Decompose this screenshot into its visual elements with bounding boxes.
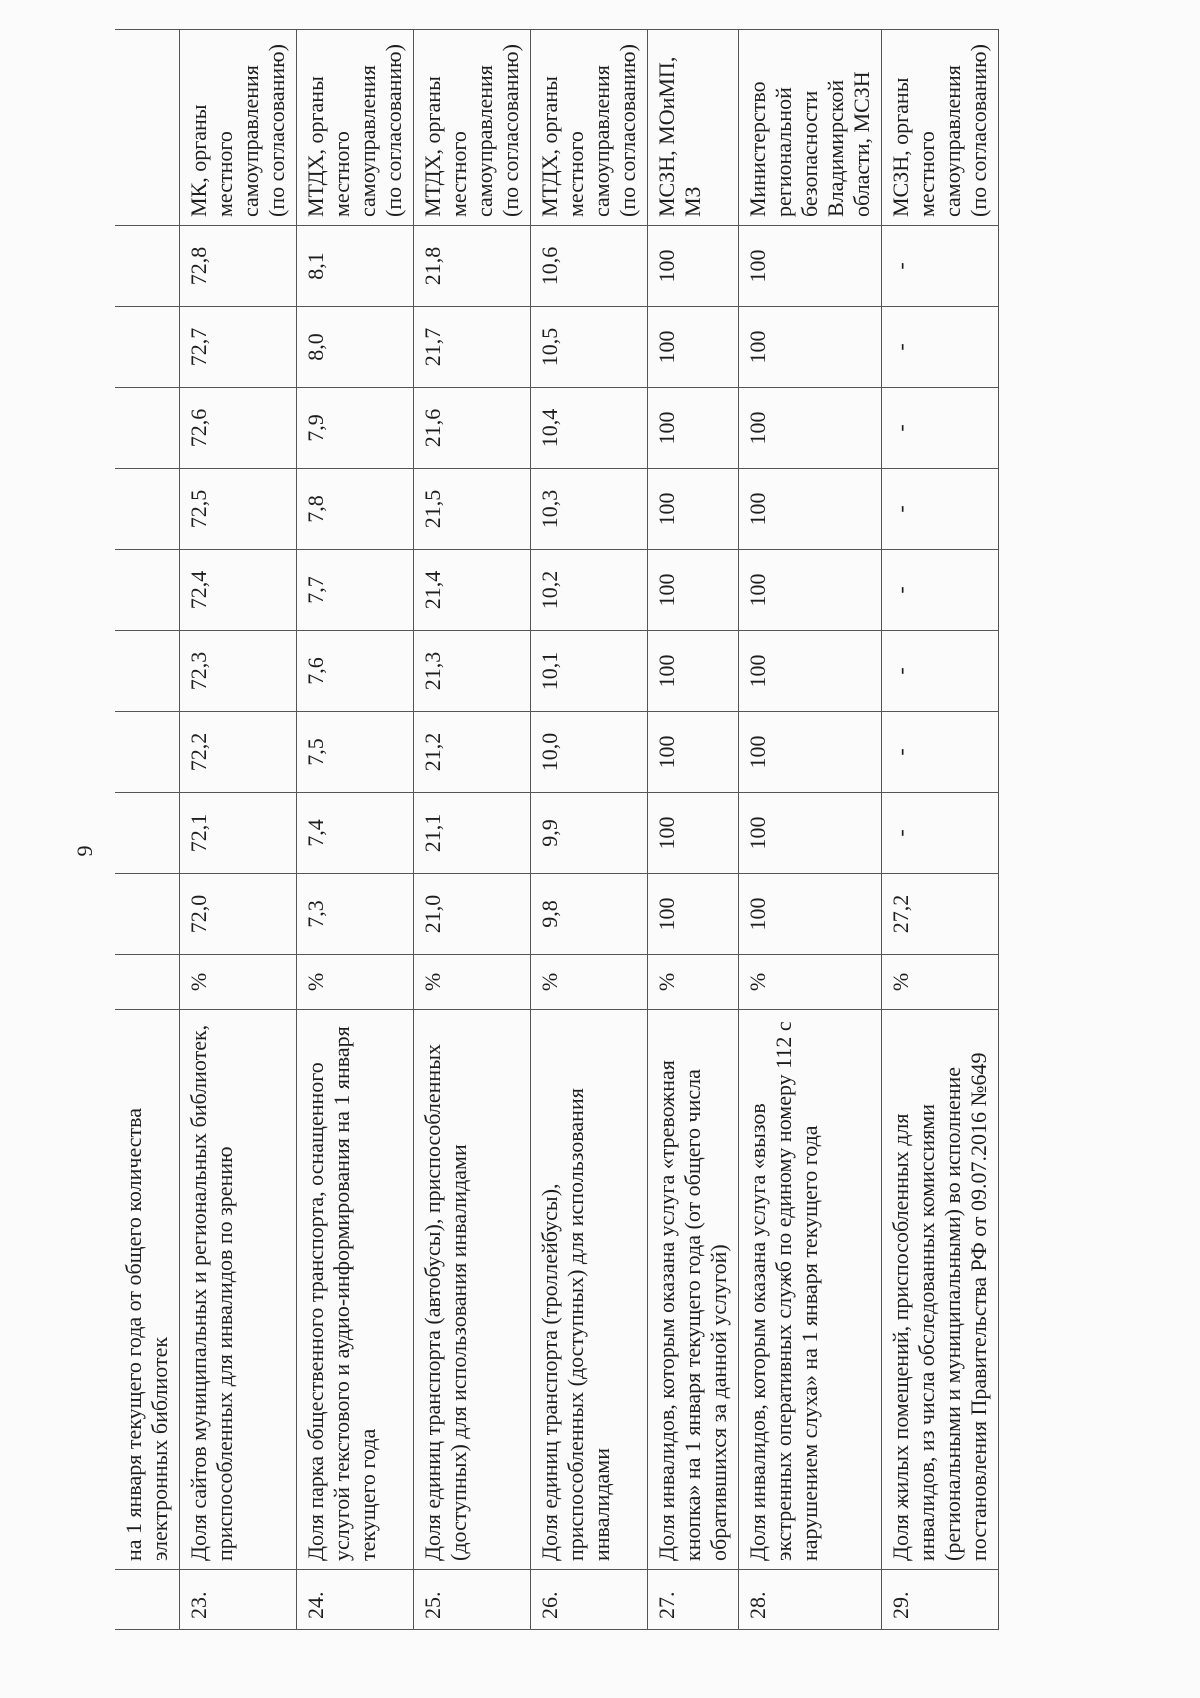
executor-cell: МТДХ, органы местного самоуправления (по согласованию)	[297, 30, 414, 226]
value-cell: 7,6	[297, 631, 414, 712]
value-cell: 100	[648, 226, 739, 307]
executor-cell: Министерство региональной безопасности Владимирской области, МСЗН	[739, 30, 882, 226]
value-cell: 72,0	[180, 874, 297, 955]
indicator-name-cell: Доля инвалидов, которым оказана услуга «вызов экстренных оперативных служб по единому номеру 112 с нарушением слуха» на 1 января текущего года	[739, 1010, 882, 1570]
value-cell: 8,0	[297, 307, 414, 388]
value-cell: 100	[648, 388, 739, 469]
value-cell: -	[882, 226, 999, 307]
table-row	[180, 30, 297, 1630]
value-cell: 100	[739, 874, 882, 955]
value-cell: 21,7	[414, 307, 531, 388]
executor-cell: МК, органы местного самоуправления (по согласованию)	[180, 30, 297, 226]
value-cell: 72,5	[180, 469, 297, 550]
value-cell: 100	[739, 388, 882, 469]
unit-cell: %	[297, 955, 414, 1010]
table-row-continued	[115, 30, 180, 1630]
value-cell: 21,1	[414, 793, 531, 874]
value-cell: 7,3	[297, 874, 414, 955]
indicators-table	[115, 29, 999, 1630]
value-cell: 72,8	[180, 226, 297, 307]
page-number: 9	[72, 845, 97, 857]
value-cell: 21,4	[414, 550, 531, 631]
row-number-cell: 29.	[882, 1570, 999, 1630]
value-cell: 72,3	[180, 631, 297, 712]
value-cell: 100	[648, 307, 739, 388]
value-cell: 10,5	[531, 307, 648, 388]
unit-cell: %	[739, 955, 882, 1010]
indicator-name-cell: Доля инвалидов, которым оказана услуга «тревожная кнопка» на 1 января текущего года (от общего числа обратившихся за данной услугой)	[648, 1010, 739, 1570]
executor-cell: МСЗН, органы местного самоуправления (по согласованию)	[882, 30, 999, 226]
value-cell: 100	[739, 469, 882, 550]
indicator-name-cell: Доля единиц транспорта (автобусы), приспособленных (доступных) для использования инвалидами	[414, 1010, 531, 1570]
value-cell: 72,7	[180, 307, 297, 388]
value-cell: 100	[648, 469, 739, 550]
value-cell: 72,6	[180, 388, 297, 469]
value-cell: 72,1	[180, 793, 297, 874]
value-cell: 9,9	[531, 793, 648, 874]
value-cell: 100	[739, 226, 882, 307]
value-cell: 21,5	[414, 469, 531, 550]
value-cell: 7,9	[297, 388, 414, 469]
table-row	[414, 30, 531, 1630]
unit-cell: %	[648, 955, 739, 1010]
value-cell: 100	[739, 793, 882, 874]
table-row	[297, 30, 414, 1630]
executor-cell: МТДХ, органы местного самоуправления (по согласованию)	[531, 30, 648, 226]
indicator-name-cell: на 1 января текущего года от общего количества электронных библиотек	[115, 1010, 180, 1570]
value-cell: 72,2	[180, 712, 297, 793]
value-cell: -	[882, 550, 999, 631]
indicator-name-cell: Доля единиц транспорта (троллейбусы), приспособленных (доступных) для использования инвалидами	[531, 1010, 648, 1570]
value-cell: 10,1	[531, 631, 648, 712]
unit-cell: %	[180, 955, 297, 1010]
indicator-name-cell: Доля сайтов муниципальных и региональных библиотек, приспособленных для инвалидов по зрению	[180, 1010, 297, 1570]
value-cell: -	[882, 469, 999, 550]
value-cell: 100	[739, 550, 882, 631]
unit-cell: %	[414, 955, 531, 1010]
unit-cell: %	[882, 955, 999, 1010]
value-cell: 7,8	[297, 469, 414, 550]
value-cell: -	[882, 793, 999, 874]
value-cell: 21,6	[414, 388, 531, 469]
indicator-name-cell: Доля жилых помещений, приспособленных для инвалидов, из числа обследованных комиссиями (региональными и муниципальными) во исполнение постановления Правительства РФ от 09.07.2016 №649	[882, 1010, 999, 1570]
value-cell: 100	[739, 307, 882, 388]
unit-cell: %	[531, 955, 648, 1010]
table-row	[531, 30, 648, 1630]
row-number-cell: 24.	[297, 1570, 414, 1630]
value-cell: 100	[648, 550, 739, 631]
value-cell: 21,0	[414, 874, 531, 955]
value-cell: 100	[648, 631, 739, 712]
value-cell: 7,5	[297, 712, 414, 793]
value-cell: 21,2	[414, 712, 531, 793]
row-number-cell: 25.	[414, 1570, 531, 1630]
value-cell: -	[882, 712, 999, 793]
row-number-cell: 23.	[180, 1570, 297, 1630]
value-cell: 7,4	[297, 793, 414, 874]
value-cell: 100	[739, 712, 882, 793]
value-cell: 10,4	[531, 388, 648, 469]
value-cell: 10,3	[531, 469, 648, 550]
table-row	[882, 30, 999, 1630]
table-row	[739, 30, 882, 1630]
value-cell: 10,0	[531, 712, 648, 793]
value-cell: 9,8	[531, 874, 648, 955]
executor-cell: МТДХ, органы местного самоуправления (по согласованию)	[414, 30, 531, 226]
value-cell: 100	[648, 793, 739, 874]
row-number-cell	[115, 1570, 180, 1630]
row-number-cell: 28.	[739, 1570, 882, 1630]
value-cell: -	[882, 631, 999, 712]
value-cell: -	[882, 388, 999, 469]
value-cell: 10,6	[531, 226, 648, 307]
value-cell: -	[882, 307, 999, 388]
executor-cell: МСЗН, МОиМП, МЗ	[648, 30, 739, 226]
row-number-cell: 27.	[648, 1570, 739, 1630]
value-cell: 21,8	[414, 226, 531, 307]
value-cell: 7,7	[297, 550, 414, 631]
value-cell: 8,1	[297, 226, 414, 307]
value-cell: 21,3	[414, 631, 531, 712]
value-cell: 27,2	[882, 874, 999, 955]
value-cell: 100	[648, 712, 739, 793]
row-number-cell: 26.	[531, 1570, 648, 1630]
indicator-name-cell: Доля парка общественного транспорта, оснащенного услугой текстового и аудио-информирования на 1 января текущего года	[297, 1010, 414, 1570]
value-cell: 100	[739, 631, 882, 712]
value-cell: 72,4	[180, 550, 297, 631]
rotated-table-wrapper	[115, 30, 1065, 1630]
value-cell: 100	[648, 874, 739, 955]
value-cell: 10,2	[531, 550, 648, 631]
table-row	[648, 30, 739, 1630]
